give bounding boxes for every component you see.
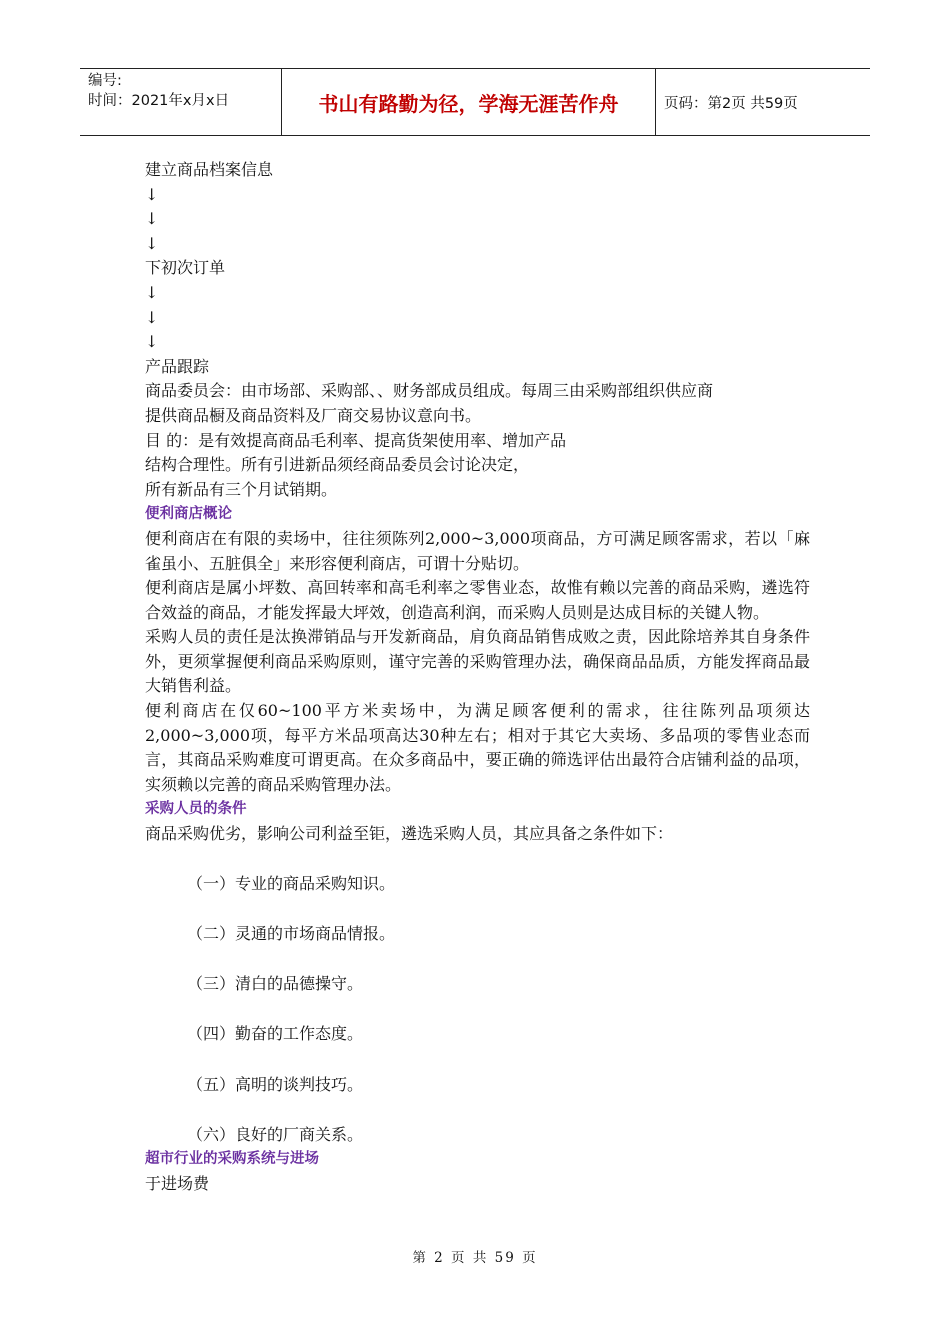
section-heading: 采购人员的条件 <box>145 801 247 818</box>
list-item: （四）勤奋的工作态度。 <box>187 1024 364 1044</box>
header-page-code: 页码：第2页 共59页 <box>664 95 798 112</box>
list-item: （三）清白的品德操守。 <box>187 974 364 994</box>
header-motto: 书山有路勤为径，学海无涯苦作舟 <box>282 69 656 135</box>
committee-line: 所有新品有三个月试销期。 <box>145 479 338 499</box>
committee-line: 目 的：是有效提高商品毛利率、提高货架使用率、增加产品 <box>145 430 567 450</box>
page-footer: 第 2 页 共 59 页 <box>412 1250 538 1266</box>
flow-step-archive: 建立商品档案信息 <box>145 160 274 179</box>
list-item: （五）高明的谈判技巧。 <box>187 1074 364 1094</box>
page-header <box>80 68 870 136</box>
section-line: 于进场费 <box>145 1173 210 1193</box>
list-item: （二）灵通的市场商品情报。 <box>187 924 396 944</box>
paragraph: 便利商店在有限的卖场中，往往须陈列2,000~3,000项商品，方可满足顾客需求，若以「麻雀虽小、五脏俱全」来形容便利商店，可谓十分贴切。 <box>145 528 810 573</box>
time-label: 时间：2021年x月x日 <box>88 93 230 109</box>
flow-arrow: ↓ <box>145 282 159 302</box>
section-heading: 超市行业的采购系统与进场 <box>145 1151 319 1168</box>
flow-arrow: ↓ <box>145 184 159 204</box>
committee-line: 结构合理性。所有引进新品须经商品委员会讨论决定， <box>145 455 530 475</box>
committee-line: 提供商品橱及商品资料及厂商交易协议意向书。 <box>145 405 482 425</box>
header-meta <box>80 69 282 135</box>
paragraph: 便利商店是属小坪数、高回转率和高毛利率之零售业态，故惟有赖以完善的商品采购，遴选符合效益的商品，才能发挥最大坪效，创造高利润，而采购人员则是达成目标的关键人物。 <box>145 578 810 622</box>
flow-arrow: ↓ <box>145 233 159 253</box>
committee-line: 商品委员会：由市场部、采购部、、财务部成员组成。每周三由采购部组织供应商 <box>145 381 714 401</box>
paragraph: 便利商店在仅60~100平方米卖场中，为满足顾客便利的需求，往往陈列品项须达2,000~3,000项，每平方米品项高达30种左右；相对于其它大卖场、多品项的零售业态而言，其商品采购难度可谓更高。在众多商品中，要正确的筛选评估出最符合店铺利益的品项，实须赖以完善的商品采购管理办法。 <box>145 701 810 794</box>
flow-arrow: ↓ <box>145 209 159 229</box>
flow-step-tracking: 产品跟踪 <box>145 356 210 376</box>
paragraph: 采购人员的责任是汰换滞销品与开发新商品，肩负商品销售成败之责，因此除培养其自身条件外，更须掌握便利商品采购原则，谨守完善的采购管理办法，确保商品品质，方能发挥商品最大销售利益。 <box>145 627 810 696</box>
list-item: （一）专业的商品采购知识。 <box>187 874 396 894</box>
document-body <box>145 158 810 1196</box>
flow-arrow: ↓ <box>145 307 159 327</box>
number-label: 编号: <box>88 73 122 89</box>
section-intro: 商品采购优劣，影响公司利益至钜，遴选采购人员，其应具备之条件如下： <box>145 824 674 844</box>
section-heading: 便利商店概论 <box>145 506 232 523</box>
list-item: （六）良好的厂商关系。 <box>187 1124 364 1144</box>
flow-arrow: ↓ <box>145 332 159 352</box>
flow-step-order: 下初次订单 <box>145 258 226 278</box>
